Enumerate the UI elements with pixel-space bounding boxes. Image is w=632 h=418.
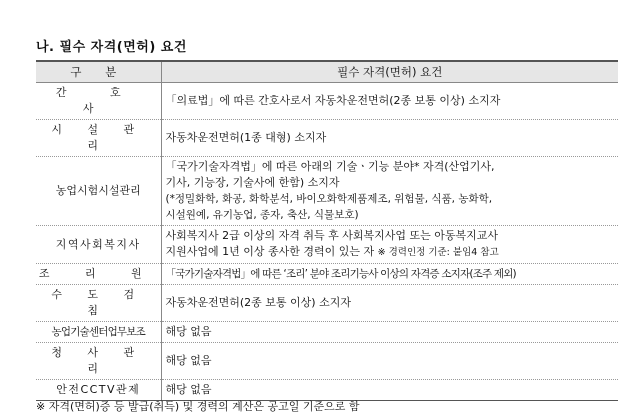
table-row [36, 83, 618, 120]
requirement-line: 해당 없음 [165, 383, 212, 396]
row-label: 청 사 관 리 [36, 343, 161, 380]
row-label: 조 리 원 [36, 264, 161, 285]
requirement-line: 시설원예, 유기농업, 종자, 축산, 식물보호) [165, 209, 359, 221]
header-requirement: 필수 자격(면허) 요건 [161, 61, 618, 83]
table-row [36, 322, 618, 343]
footnote: ※ 자격(면허)증 등 발급(취득) 및 경력의 계산은 공고일 기준으로 함 [36, 400, 360, 413]
requirement-line: 「국가기술자격법」에 따른 아래의 기술ㆍ기능 분야* 자격(산업기사, [165, 160, 495, 173]
section-title: 나. 필수 자격(면허) 요건 [36, 40, 187, 55]
requirement-line: 사회복지사 2급 이상의 자격 취득 후 사회복지사업 또는 아동복지교사 [165, 229, 498, 242]
row-requirement [161, 322, 618, 343]
table-row [36, 157, 618, 226]
row-label: 지역사회복지사 [36, 226, 161, 264]
header-category: 구 분 [36, 61, 161, 83]
table-row [36, 285, 618, 322]
row-requirement [161, 285, 618, 322]
row-requirement [161, 226, 618, 264]
row-requirement [161, 264, 618, 285]
row-requirement [161, 120, 618, 157]
table-row [36, 264, 618, 285]
career-note: ※ 경력인정 기준: 붙임4 참고 [377, 247, 499, 258]
row-label: 시 설 관 리 [36, 120, 161, 157]
row-requirement [161, 157, 618, 226]
table-row [36, 226, 618, 264]
table-row [36, 343, 618, 380]
row-label: 농업기술센터업무보조 [36, 322, 161, 343]
row-requirement [161, 343, 618, 380]
row-label: 농업시험시설관리 [36, 157, 161, 226]
table-header-row [36, 61, 618, 83]
row-label: 안전CCTV관제 [36, 380, 161, 401]
requirement-line: 기사, 기능장, 기술사에 한함) 소지자 [165, 176, 340, 189]
row-label: 수 도 검 침 [36, 285, 161, 322]
requirement-line: 자동차운전면허(1종 대형) 소지자 [165, 131, 327, 144]
requirement-line: 해당 없음 [165, 354, 212, 367]
requirement-line: 지원사업에 1년 이상 종사한 경력이 있는 자 [165, 245, 375, 258]
requirement-line: 「국가기술자격법」에 따른 ‘조리’ 분야 조리기능사 이상의 자격증 소지자(조주 제외) [165, 268, 516, 280]
table-row [36, 120, 618, 157]
requirement-line: 「의료법」에 따른 간호사로서 자동차운전면허(2종 보통 이상) 소지자 [165, 94, 501, 107]
requirement-line: 자동차운전면허(2종 보통 이상) 소지자 [165, 296, 351, 309]
row-requirement [161, 83, 618, 120]
row-label: 간 호 사 [36, 83, 161, 120]
requirement-line: 해당 없음 [165, 325, 212, 338]
requirement-line: (*정밀화학, 화공, 화학분석, 바이오화학제품제조, 위험물, 식품, 농화학, [165, 193, 493, 205]
requirements-table [36, 60, 618, 401]
